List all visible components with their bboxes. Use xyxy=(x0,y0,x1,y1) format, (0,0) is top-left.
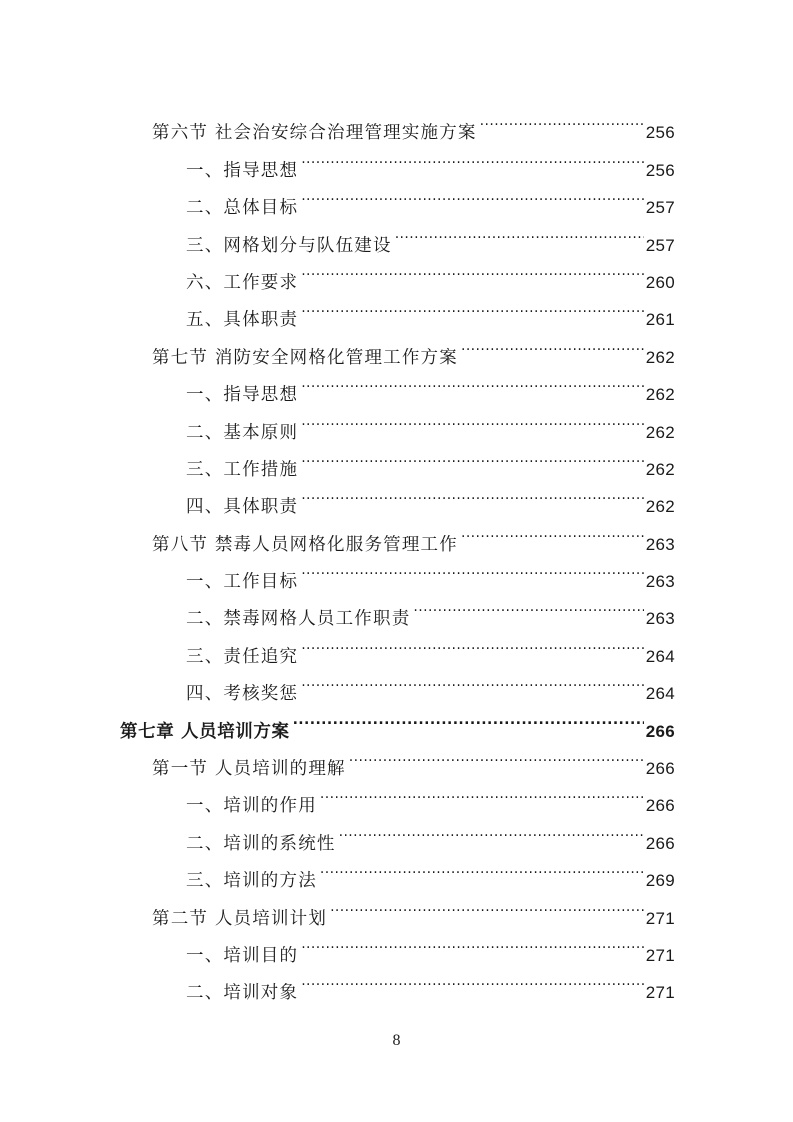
toc-entry-title: 三、网格划分与队伍建设 xyxy=(186,235,392,256)
toc-subsection-entry[interactable] xyxy=(0,811,793,854)
toc-entry-page-number: 262 xyxy=(645,385,675,405)
toc-entry-title: 第一节 人员培训的理解 xyxy=(152,759,346,780)
toc-dot-leader xyxy=(461,325,644,362)
toc-subsection-entry[interactable] xyxy=(0,138,793,181)
toc-dot-leader xyxy=(301,961,644,998)
toc-subsection-entry[interactable] xyxy=(0,400,793,443)
toc-entry-title: 二、基本原则 xyxy=(186,422,299,443)
toc-entry-page-number: 271 xyxy=(645,908,675,928)
toc-entry-page-number: 263 xyxy=(645,572,675,592)
toc-entry-title: 二、培训对象 xyxy=(186,983,299,1004)
toc-entry-title: 第二节 人员培训计划 xyxy=(152,908,328,929)
toc-entry-title: 五、具体职责 xyxy=(186,310,299,331)
toc-subsection-entry[interactable] xyxy=(0,924,793,966)
toc-section-entry[interactable] xyxy=(0,512,793,555)
toc-section-entry[interactable] xyxy=(0,886,793,929)
toc-entry-page-number: 256 xyxy=(645,123,675,143)
toc-entry-page-number: 256 xyxy=(645,160,675,180)
toc-entry-title: 三、工作措施 xyxy=(186,459,299,480)
toc-entry-page-number: 269 xyxy=(645,871,675,891)
toc-subsection-entry[interactable] xyxy=(0,213,793,256)
toc-section-entry[interactable] xyxy=(0,325,793,368)
toc-dot-leader xyxy=(320,774,644,811)
toc-entry-title: 一、指导思想 xyxy=(186,385,299,406)
toc-dot-leader xyxy=(301,924,644,961)
toc-dot-leader xyxy=(330,886,644,923)
toc-dot-leader xyxy=(339,811,644,848)
table-of-contents xyxy=(0,101,793,1004)
toc-dot-leader xyxy=(301,288,644,325)
toc-subsection-entry[interactable] xyxy=(0,774,793,817)
toc-dot-leader xyxy=(301,662,644,699)
toc-subsection-entry[interactable] xyxy=(0,662,793,705)
toc-dot-leader xyxy=(301,363,644,400)
toc-dot-leader xyxy=(293,699,644,736)
toc-entry-title: 一、培训的作用 xyxy=(186,796,317,817)
toc-entry-title: 第六节 社会治安综合治理管理实施方案 xyxy=(152,123,477,144)
toc-subsection-entry[interactable] xyxy=(0,176,793,219)
toc-dot-leader xyxy=(461,512,644,549)
toc-entry-page-number: 266 xyxy=(645,833,675,853)
toc-subsection-entry[interactable] xyxy=(0,849,793,892)
toc-entry-title: 四、具体职责 xyxy=(186,497,299,518)
toc-subsection-entry[interactable] xyxy=(0,961,793,1004)
toc-entry-title: 三、责任追究 xyxy=(186,646,299,667)
toc-entry-title: 第七章 人员培训方案 xyxy=(120,721,290,742)
toc-entry-page-number: 266 xyxy=(645,796,675,816)
toc-dot-leader xyxy=(301,251,644,288)
toc-entry-page-number: 266 xyxy=(645,759,675,779)
toc-subsection-entry[interactable] xyxy=(0,438,793,480)
toc-entry-page-number: 262 xyxy=(645,422,675,442)
toc-section-entry[interactable] xyxy=(0,101,793,144)
toc-entry-title: 第七节 消防安全网格化管理工作方案 xyxy=(152,347,458,368)
toc-entry-title: 三、培训的方法 xyxy=(186,871,317,892)
toc-entry-title: 第八节 禁毒人员网格化服务管理工作 xyxy=(152,534,458,555)
toc-subsection-entry[interactable] xyxy=(0,550,793,593)
toc-entry-page-number: 263 xyxy=(645,534,675,554)
toc-entry-title: 一、工作目标 xyxy=(186,572,299,593)
toc-entry-page-number: 271 xyxy=(645,945,675,965)
toc-section-entry[interactable] xyxy=(0,737,793,780)
toc-entry-page-number: 262 xyxy=(645,497,675,517)
toc-entry-page-number: 266 xyxy=(645,721,675,741)
toc-entry-page-number: 257 xyxy=(645,235,675,255)
toc-dot-leader xyxy=(480,101,644,138)
toc-dot-leader xyxy=(320,849,644,886)
toc-dot-leader xyxy=(413,587,643,624)
toc-entry-page-number: 262 xyxy=(645,347,675,367)
toc-dot-leader xyxy=(349,737,644,774)
toc-subsection-entry[interactable] xyxy=(0,288,793,331)
toc-dot-leader xyxy=(395,213,644,250)
toc-entry-title: 四、考核奖惩 xyxy=(186,684,299,705)
toc-subsection-entry[interactable] xyxy=(0,475,793,518)
toc-dot-leader xyxy=(301,438,644,475)
toc-subsection-entry[interactable] xyxy=(0,624,793,667)
toc-dot-leader xyxy=(301,475,644,512)
toc-dot-leader xyxy=(301,550,644,587)
toc-dot-leader xyxy=(301,138,644,175)
toc-entry-page-number: 262 xyxy=(645,459,675,479)
toc-entry-page-number: 257 xyxy=(645,198,675,218)
toc-subsection-entry[interactable] xyxy=(0,587,793,630)
toc-subsection-entry[interactable] xyxy=(0,363,793,406)
toc-subsection-entry[interactable] xyxy=(0,251,793,293)
toc-chapter-entry[interactable] xyxy=(0,699,793,742)
toc-entry-title: 一、培训目的 xyxy=(186,945,299,966)
toc-entry-title: 二、总体目标 xyxy=(186,198,299,219)
toc-entry-page-number: 261 xyxy=(645,310,675,330)
toc-entry-title: 二、培训的系统性 xyxy=(186,833,336,854)
toc-entry-page-number: 264 xyxy=(645,684,675,704)
toc-entry-page-number: 263 xyxy=(645,609,675,629)
toc-entry-title: 六、工作要求 xyxy=(186,272,299,293)
page-number: 8 xyxy=(392,1032,401,1049)
toc-entry-page-number: 264 xyxy=(645,646,675,666)
toc-entry-title: 二、禁毒网格人员工作职责 xyxy=(186,609,411,630)
toc-entry-page-number: 271 xyxy=(645,983,675,1003)
toc-dot-leader xyxy=(301,176,644,213)
toc-dot-leader xyxy=(301,400,644,437)
toc-entry-title: 一、指导思想 xyxy=(186,160,299,181)
toc-entry-page-number: 260 xyxy=(645,272,675,292)
toc-dot-leader xyxy=(301,624,644,661)
